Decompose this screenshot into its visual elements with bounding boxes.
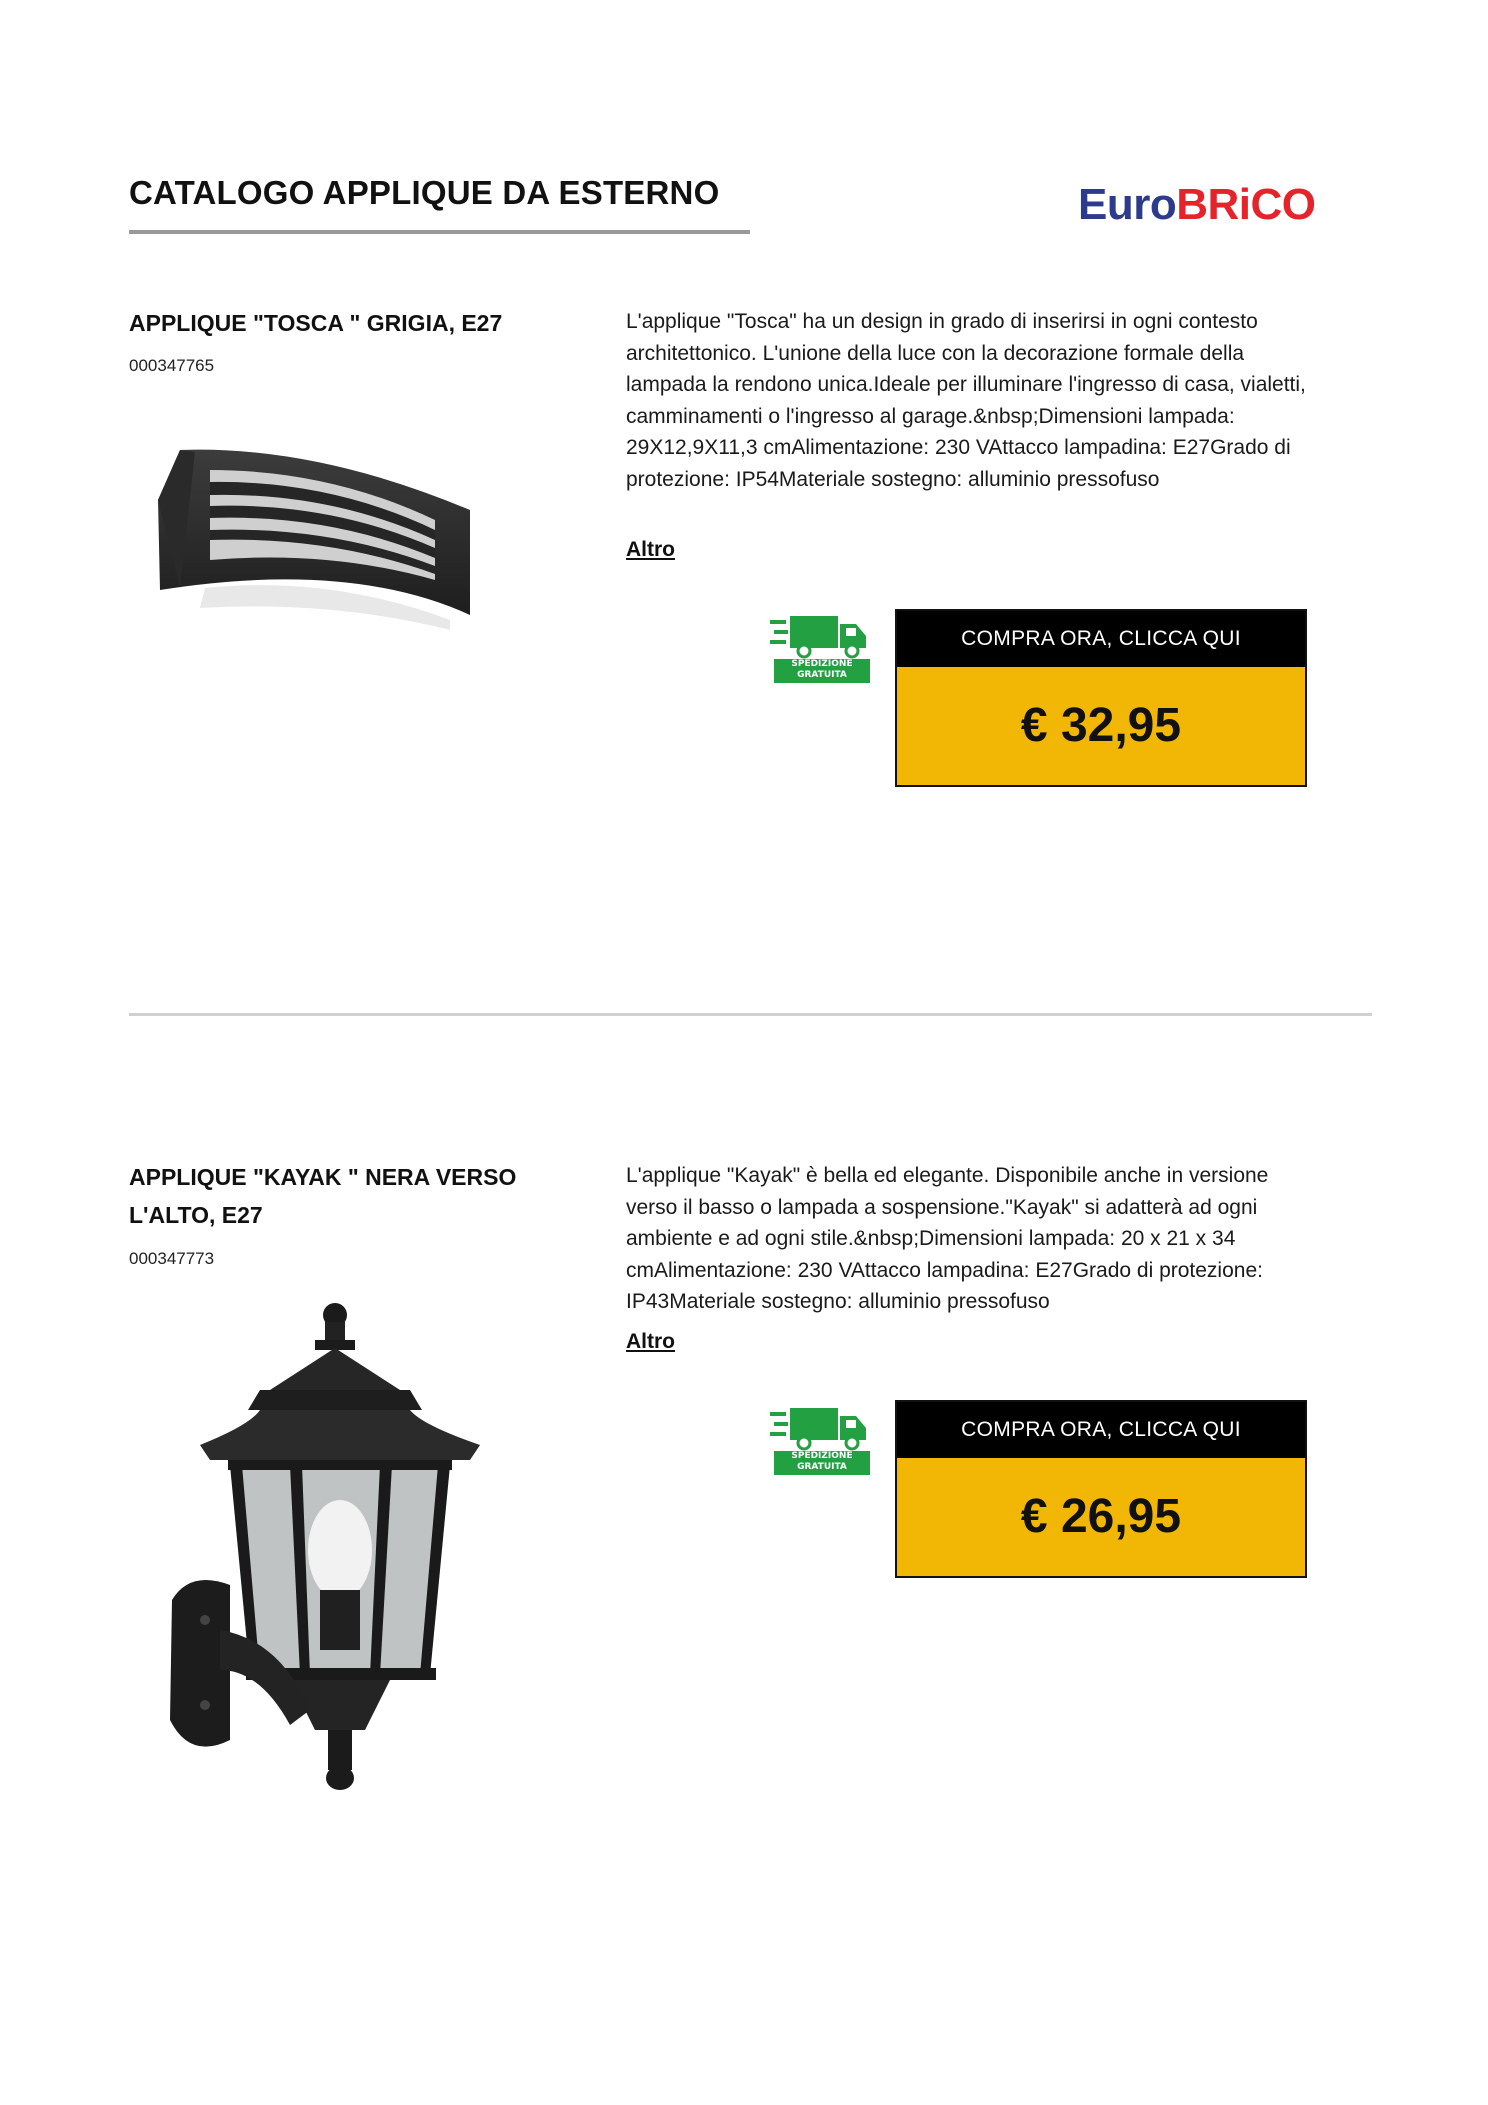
logo-brico: BRiCO <box>1176 180 1316 229</box>
product-code: 000347773 <box>129 1249 215 1268</box>
product-description: L'applique "Tosca" ha un design in grado di inserirsi in ogni contesto architettonico. L'unione della luce con la decorazione formale della lampada la rendono unica.Ideale per illuminare l'ingresso di casa, vialetti, camminamenti o l'ingresso al garage.&nbsp;Dimensioni lampada: 29X12,9X11,3 cmAlimentazione: 230 VAttacco lampadina: E27Grado di protezione: IP54Materiale sostegno: alluminio pressofuso <box>626 310 1306 491</box>
product-description: L'applique "Kayak" è bella ed elegante. Disponibile anche in versione verso il basso o lampada a sospensione."Kayak" si adatterà ad ogni ambiente e ad ogni stile.&nbsp;Dimensioni lampada: 20 x 21 x 34 cmAlimentazione: 230 VAttacco lampadina: E27Grado di protezione: IP43Materiale sostegno: alluminio pressofuso <box>626 1164 1269 1313</box>
product-code: 000347765 <box>129 356 215 375</box>
shipping-line1: SPEDIZIONE <box>791 1451 853 1461</box>
logo-euro: Euro <box>1078 180 1177 229</box>
catalog-title: CATALOGO APPLIQUE DA ESTERNO <box>129 174 720 211</box>
delivery-truck-icon <box>770 1404 870 1452</box>
product-name: APPLIQUE "TOSCA " GRIGIA, E27 <box>129 310 503 336</box>
product-image-tosca <box>150 440 480 650</box>
delivery-truck-icon <box>770 612 870 660</box>
buy-now-label: COMPRA ORA, CLICCA QUI <box>897 611 1305 667</box>
product-price: € 26,95 <box>1020 1490 1182 1543</box>
more-link[interactable]: Altro <box>626 538 675 561</box>
product-name: APPLIQUE "KAYAK " NERA VERSO L'ALTO, E27 <box>129 1164 517 1228</box>
product-price: € 32,95 <box>1020 699 1182 752</box>
free-shipping-badge <box>770 612 870 682</box>
shipping-line2: GRATUITA <box>797 1462 847 1472</box>
section-divider <box>129 1013 1372 1016</box>
buy-now-button[interactable] <box>895 609 1307 787</box>
buy-now-label: COMPRA ORA, CLICCA QUI <box>897 1402 1305 1458</box>
shipping-line2: GRATUITA <box>797 670 847 680</box>
product-image-kayak <box>160 1300 490 1800</box>
free-shipping-badge <box>770 1404 870 1474</box>
buy-now-button[interactable] <box>895 1400 1307 1578</box>
eurobrico-logo <box>1078 180 1316 230</box>
more-link[interactable]: Altro <box>626 1330 675 1353</box>
title-underline <box>129 230 750 234</box>
free-shipping-label <box>774 659 870 683</box>
shipping-line1: SPEDIZIONE <box>791 659 853 669</box>
free-shipping-label <box>774 1451 870 1475</box>
